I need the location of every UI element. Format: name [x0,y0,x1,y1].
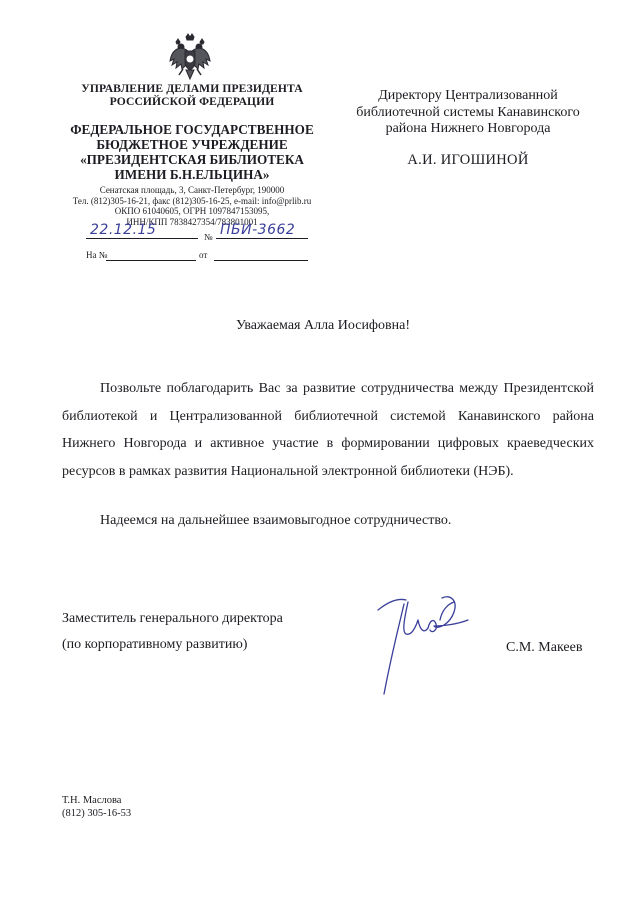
russian-coat-of-arms-icon [168,33,212,83]
signatory-name: С.М. Макеев [506,640,583,655]
department-line: РОССИЙСКОЙ ФЕДЕРАЦИИ [109,95,275,108]
registration-number: ПБИ-3662 [220,222,296,238]
contact-line: ОКПО 61040605, ОГРН 1097847153095, [114,206,270,217]
contact-line: ИНН/КПП 7838427354/783801001 [126,216,258,227]
addressee-line: Директору Централизованной [378,88,558,103]
handwritten-signature-icon [368,590,472,700]
addressee-block [352,88,584,138]
organization-name [58,122,326,182]
reference-from-line [214,260,308,261]
reference-number-line [106,260,196,261]
contact-line: Сенатская площадь, 3, Санкт-Петербург, 190000 [99,185,285,195]
organization-line: «ПРЕЗИДЕНТСКАЯ БИБЛИОТЕКА [80,152,304,167]
contact-line: Тел. (812)305-16-21, факс (812)305-16-25, e-mail: info@prlib.ru [72,195,312,206]
addressee-name: А.И. ИГОШИНОЙ [407,152,529,168]
registration-number-line [216,238,308,239]
department-line: УПРАВЛЕНИЕ ДЕЛАМИ ПРЕЗИДЕНТА [81,82,303,95]
executor-name: Т.Н. Маслова [62,795,122,806]
organization-line: ИМЕНИ Б.Н.ЕЛЬЦИНА» [114,167,270,182]
registration-date: 22.12.15 [90,222,157,238]
addressee-line: библиотечной системы Канавинского [356,104,580,120]
body-paragraph: Позвольте поблагодарить Вас за развитие сотрудничества между Президентской библиотекой и Централизованной библиотечной системой Канавинского района Нижнего Новгорода и активное участие в формировании цифровых краеведческих ресурсов в рамках развития Национальной электронной библиотеки (НЭБ). [62,381,594,479]
organization-line: ФЕДЕРАЛЬНОЕ ГОСУДАРСТВЕННОЕ [70,122,314,137]
salutation: Уважаемая Алла Иосифовна! [235,318,410,333]
reference-from-label: от [199,250,208,260]
reference-number-label: На № [86,250,108,260]
reference-row [86,250,308,264]
executor-phone: (812) 305-16-53 [62,808,132,819]
registration-number-label: № [204,232,213,242]
signatory-title-line: (по корпоративному развитию) [62,637,248,652]
signatory-title-line: Заместитель генерального директора [62,611,283,626]
body-paragraph: Надеемся на дальнейшее взаимовыгодное сотрудничество. [100,513,452,528]
registration-row [86,222,308,242]
executor-block [62,794,131,820]
signatory-title [62,606,283,658]
department-name [58,82,326,108]
addressee-line: района Нижнего Новгорода [385,121,551,136]
registration-date-line [86,238,198,239]
organization-line: БЮДЖЕТНОЕ УЧРЕЖДЕНИЕ [96,137,288,152]
